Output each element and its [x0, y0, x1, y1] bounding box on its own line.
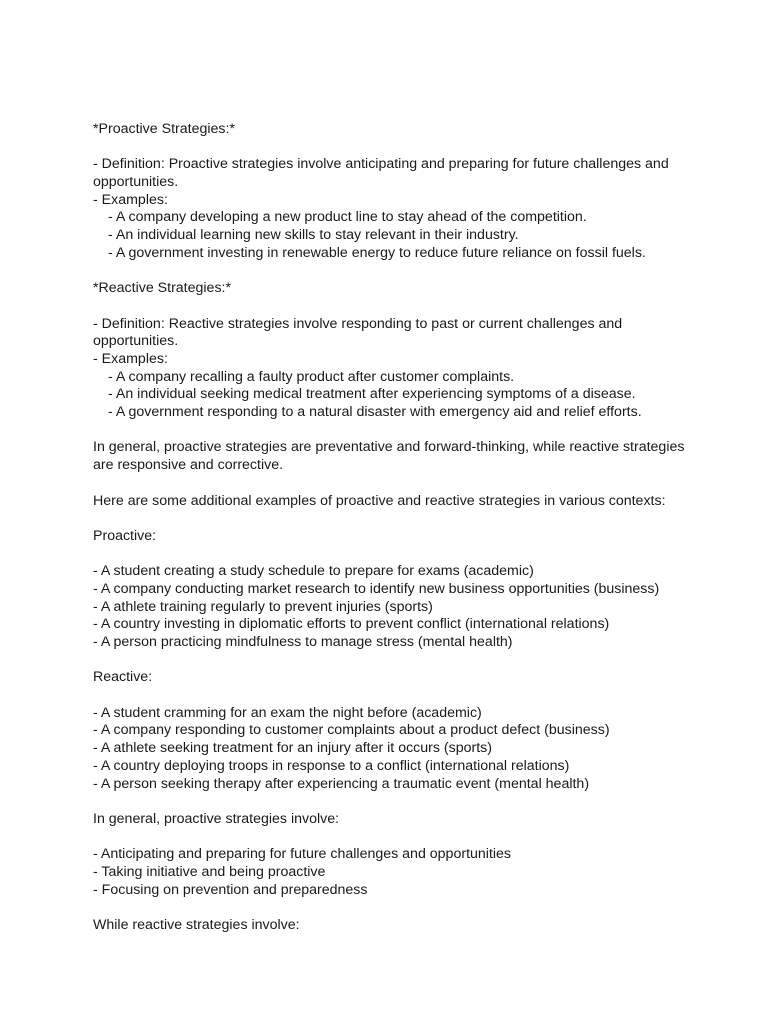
reactive-definition: - Definition: Reactive strategies involve responding to past or current challenges and opportunities.: [93, 315, 623, 350]
proactive-involve-intro: In general, proactive strategies involve:: [93, 810, 340, 827]
spacer: [93, 510, 693, 528]
reactive-context-item: - A student cramming for an exam the night before (academic): [93, 704, 482, 721]
proactive-context-item: - A country investing in diplomatic efforts to prevent conflict (international relations): [93, 616, 610, 633]
reactive-context-item: - A person seeking therapy after experiencing a traumatic event (mental health): [93, 775, 590, 792]
spacer: [93, 652, 693, 670]
document-body: [93, 121, 693, 935]
reactive-context-item: - A company responding to customer complaints about a product defect (business): [93, 722, 610, 739]
spacer: [93, 475, 693, 493]
proactive-example-item: - An individual learning new skills to stay relevant in their industry.: [108, 227, 519, 244]
proactive-involve-item: - Anticipating and preparing for future challenges and opportunities: [93, 846, 512, 863]
proactive-examples-label: - Examples:: [93, 191, 168, 208]
spacer: [93, 263, 693, 281]
reactive-heading: *Reactive Strategies:*: [93, 280, 232, 297]
reactive-context-item: - A athlete seeking treatment for an injury after it occurs (sports): [93, 740, 493, 757]
spacer: [93, 899, 693, 917]
reactive-context-item: - A country deploying troops in response to a conflict (international relations): [93, 757, 570, 774]
proactive-involve-item: - Focusing on prevention and preparedness: [93, 881, 368, 898]
proactive-context-item: - A company conducting market research to identify new business opportunities (business): [93, 580, 660, 597]
reactive-examples-label: - Examples:: [93, 351, 168, 367]
spacer: [93, 139, 693, 157]
proactive-context-item: - A person practicing mindfulness to manage stress (mental health): [93, 634, 513, 651]
reactive-involve-intro: While reactive strategies involve:: [93, 917, 300, 934]
reactive-example-item: - A company recalling a faulty product after customer complaints.: [108, 368, 515, 385]
proactive-context-item: - A athlete training regularly to prevent injuries (sports): [93, 598, 433, 615]
reactive-example-item: - An individual seeking medical treatment after experiencing symptoms of a disease.: [108, 386, 636, 403]
spacer: [93, 546, 693, 564]
proactive-label: Proactive:: [93, 527, 157, 544]
general-summary-paragraph: In general, proactive strategies are preventative and forward-thinking, while reactive strategies are responsive and corrective.: [93, 439, 685, 474]
proactive-context-item: - A student creating a study schedule to prepare for exams (academic): [93, 563, 534, 580]
spacer: [93, 298, 693, 316]
spacer: [93, 422, 693, 440]
reactive-label: Reactive:: [93, 669, 153, 686]
spacer: [93, 687, 693, 705]
proactive-definition: - Definition: Proactive strategies involve anticipating and preparing for future challenges and opportunities.: [93, 156, 669, 191]
spacer: [93, 793, 693, 811]
proactive-example-item: - A company developing a new product line to stay ahead of the competition.: [108, 209, 587, 226]
proactive-heading: *Proactive Strategies:*: [93, 121, 235, 137]
proactive-involve-item: - Taking initiative and being proactive: [93, 863, 326, 880]
additional-examples-intro: Here are some additional examples of proactive and reactive strategies in various contexts:: [93, 492, 666, 509]
reactive-example-item: - A government responding to a natural disaster with emergency aid and relief efforts.: [108, 404, 642, 421]
spacer: [93, 829, 693, 847]
proactive-example-item: - A government investing in renewable energy to reduce future reliance on fossil fuels.: [108, 244, 646, 261]
